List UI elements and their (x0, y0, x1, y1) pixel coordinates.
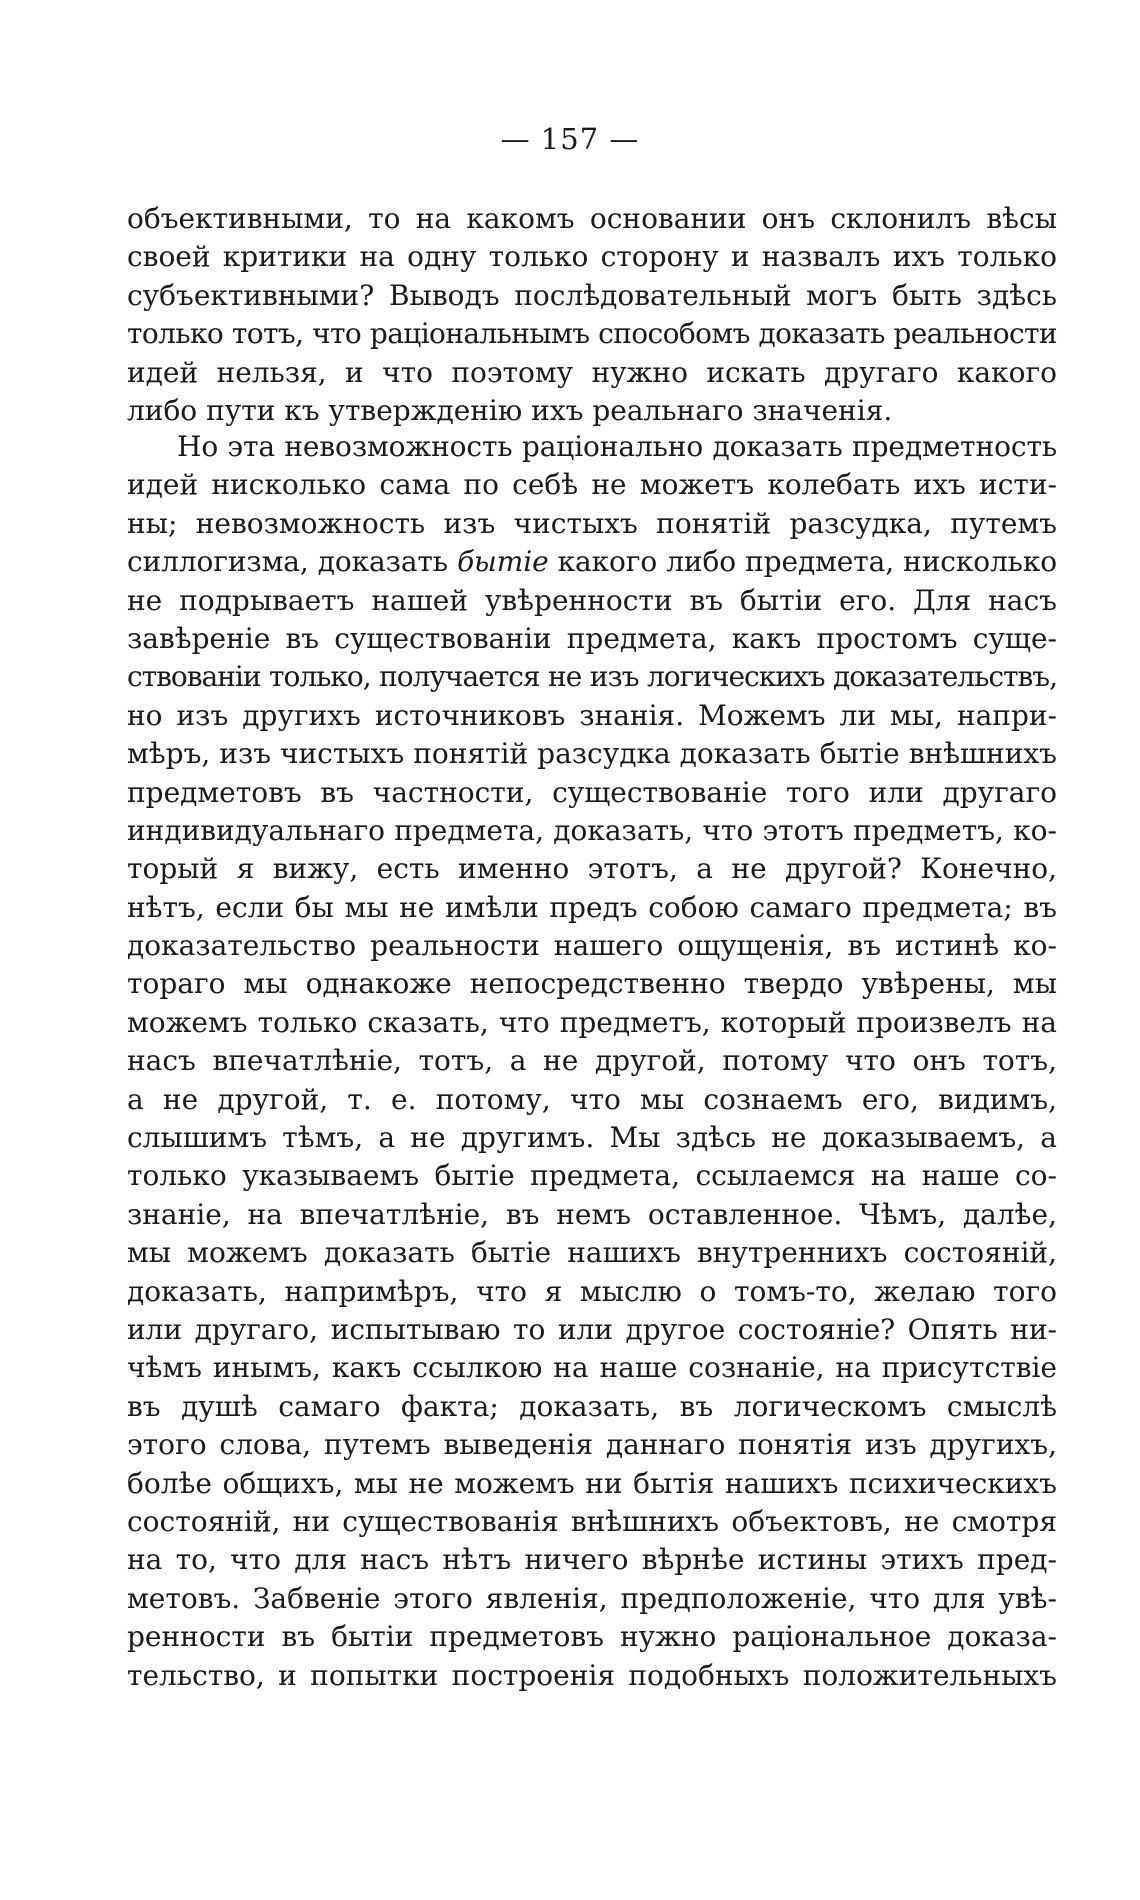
text-line: только указываемъ бытіе предмета, ссылаемся на наше со- (127, 1159, 1057, 1193)
text-line: доказательство реальности нашего ощущенія, въ истинѣ ко- (127, 929, 1057, 963)
text-line: объективными, то на какомъ основании онъ склонилъ вѣсы (127, 202, 1057, 235)
text-line: этого слова, путемъ выведенія даннаго понятія изъ другихъ, (127, 1428, 1057, 1462)
text-line: только тотъ, что раціональнымъ способомъ доказать реальности (127, 317, 1057, 351)
text-line: чѣмъ инымъ, какъ ссылкою на наше сознаніе, на присутствіе (127, 1351, 1057, 1385)
italic-word: бытіе (457, 545, 549, 579)
text-line: доказать, напримѣръ, что я мыслю о томъ-то, желаю того (127, 1274, 1057, 1308)
text-line: тораго мы однакоже непосредственно твердо увѣрены, мы (127, 967, 1057, 1001)
paragraph-2 (127, 428, 1057, 1772)
text-segment: какого либо предмета, нисколько (557, 545, 1057, 579)
text-line (127, 1733, 1057, 1771)
text-line: можемъ только сказать, что предметъ, который произвелъ на (127, 1005, 1057, 1039)
text-line: мѣръ, изъ чистыхъ понятій разсудка доказать бытіе внѣшнихъ (127, 737, 1057, 771)
text-line: тельство, и попытки построенія подобныхъ положительныхъ (127, 1658, 1057, 1692)
text-line: торый я вижу, есть именно этотъ, а не другой? Конечно, (127, 852, 1057, 886)
text-line: ренности въ бытіи предметовъ нужно раціональное доказа- (127, 1620, 1057, 1654)
text-line: на то, что для насъ нѣтъ ничего вѣрнѣе истины этихъ пред- (127, 1543, 1057, 1577)
text-line: завѣреніе въ существованіи предмета, какъ простомъ суще- (127, 621, 1057, 655)
text-line (127, 1695, 1057, 1733)
paragraph-1 (127, 200, 1057, 430)
text-segment: силлогизма, доказать (127, 545, 448, 579)
text-line: болѣе общихъ, мы не можемъ ни бытія нашихъ психическихъ (127, 1466, 1057, 1500)
text-line: своей критики на одну только сторону и назвалъ ихъ только (127, 240, 1057, 274)
text-line: насъ впечатлѣніе, тотъ, а не другой, потому что онъ тотъ, (127, 1044, 1057, 1078)
text-line: идей нисколько сама по себѣ не можетъ колебать ихъ исти- (127, 468, 1057, 502)
text-line: въ душѣ самаго факта; доказать, въ логическомъ смыслѣ (127, 1389, 1057, 1423)
text-line: предметовъ въ частности, существованіе того или другаго (127, 775, 1057, 809)
text-line-with-italic (127, 543, 1057, 581)
text-line: слышимъ тѣмъ, а не другимъ. Мы здѣсь не доказываемъ, а (127, 1121, 1057, 1155)
text-line: индивидуальнаго предмета, доказать, что этотъ предметъ, ко- (127, 813, 1057, 847)
text-line: а не другой, т. е. потому, что мы сознаемъ его, видимъ, (127, 1082, 1057, 1116)
text-line: состояній, ни существованія внѣшнихъ объектовъ, не смотря (127, 1504, 1057, 1538)
text-line: ствованіи только, получается не изъ логическихъ доказательствъ, (127, 660, 1057, 694)
text-line: идей нельзя, и что поэтому нужно искать другаго какого (127, 355, 1057, 389)
text-line: метовъ. Забвеніе этого явленія, предположеніе, что для увѣ- (127, 1581, 1057, 1615)
text-line: субъективными? Выводъ послѣдовательный могъ быть здѣсь (127, 278, 1057, 312)
text-line: Но эта невозможность раціонально доказать предметность (177, 430, 1057, 463)
text-line: мы можемъ доказать бытіе нашихъ внутреннихъ состояній, (127, 1236, 1057, 1270)
text-line: знаніе, на впечатлѣніе, въ немъ оставленное. Чѣмъ, далѣе, (127, 1197, 1057, 1231)
page-number: — 157 — (500, 122, 640, 156)
text-line: либо пути къ утвержденію ихъ реальнаго значенія. (127, 393, 893, 427)
text-line: но изъ другихъ источниковъ знанія. Можемъ ли мы, напри- (127, 698, 1057, 732)
text-line: или другаго, испытываю то или другое состояніе? Опять ни- (127, 1312, 1057, 1346)
text-line: нѣтъ, если бы мы не имѣли предъ собою самаго предмета; въ (127, 890, 1057, 924)
text-line: ны; невозможность изъ чистыхъ понятій разсудка, путемъ (127, 506, 1057, 540)
text-line: не подрываетъ нашей увѣренности въ бытіи его. Для насъ (127, 583, 1057, 617)
